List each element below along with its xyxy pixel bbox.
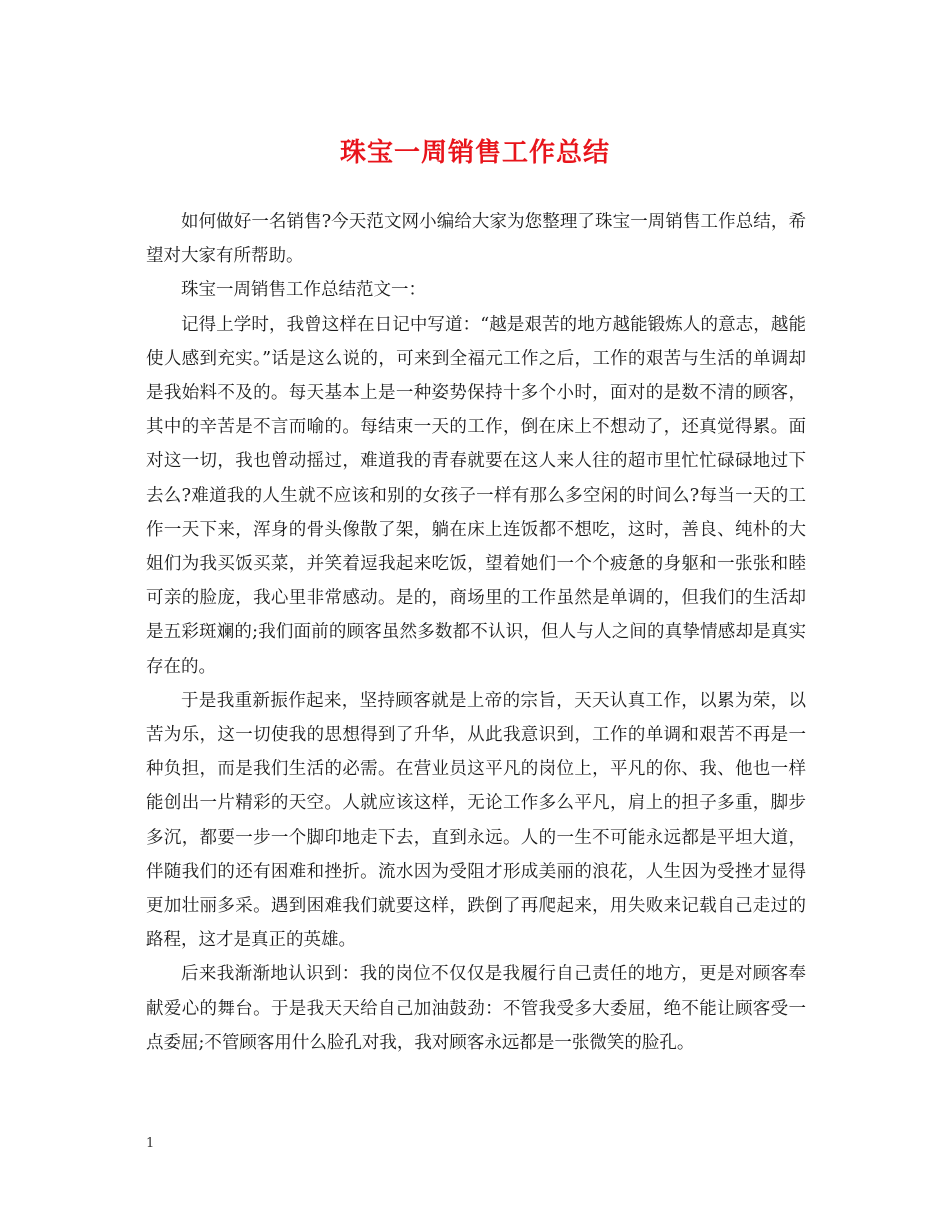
paragraph-body: 于是我重新振作起来，坚持顾客就是上帝的宗旨，天天认真工作，以累为荣，以苦为乐，这一切使我的思想得到了升华，从此我意识到，工作的单调和艰苦不再是一种负担，而是我们生活的必需。在营业员这平凡的岗位上，平凡的你、我、他也一样能创出一片精彩的天空。人就应该这样，无论工作多么平凡，肩上的担子多重，脚步多沉，都要一步一个脚印地走下去，直到永远。人的一生不可能永远都是平坦大道，伴随我们的还有困难和挫折。流水因为受阻才形成美丽的浪花，人生因为受挫才显得更加壮丽多采。遇到困难我们就要这样，跌倒了再爬起来，用失败来记载自己走过的路程，这才是真正的英雄。 (146, 690, 806, 951)
paragraph-body: 后来我渐渐地认识到：我的岗位不仅仅是我履行自己责任的地方，更是对顾客奉献爱心的舞台。于是我天天给自己加油鼓劲：不管我受多大委屈，绝不能让顾客受一点委屈;不管顾客用什么脸孔对我，我对顾客永远都是一张微笑的脸孔。 (146, 964, 806, 1053)
page-number: 1 (146, 1136, 155, 1151)
paragraph-body: 记得上学时，我曾这样在日记中写道：“越是艰苦的地方越能锻炼人的意志，越能使人感到充实。”话是这么说的，可来到全福元工作之后，工作的艰苦与生活的单调却是我始料不及的。每天基本上是一种姿势保持十多个小时，面对的是数不清的顾客，其中的辛苦是不言而喻的。每结束一天的工作，倒在床上不想动了，还真觉得累。面对这一切，我也曾动摇过，难道我的青春就要在这人来人往的超市里忙忙碌碌地过下去么?难道我的人生就不应该和别的女孩子一样有那么多空闲的时间么?每当一天的工作一天下来，浑身的骨头像散了架，躺在床上连饭都不想吃，这时，善良、纯朴的大姐们为我买饭买菜，并笑着逗我起来吃饭，望着她们一个个疲惫的身躯和一张张和睦可亲的脸庞，我心里非常感动。是的，商场里的工作虽然是单调的，但我们的生活却是五彩斑斓的;我们面前的顾客虽然多数都不认识，但人与人之间的真挚情感却是真实存在的。 (146, 314, 806, 677)
paragraph-section-heading: 珠宝一周销售工作总结范文一： (181, 280, 426, 301)
document-body (146, 205, 806, 1060)
paragraph-intro: 如何做好一名销售?今天范文网小编给大家为您整理了珠宝一周销售工作总结，希望对大家有所帮助。 (146, 212, 806, 267)
page-title: 珠宝一周销售工作总结 (339, 138, 610, 168)
